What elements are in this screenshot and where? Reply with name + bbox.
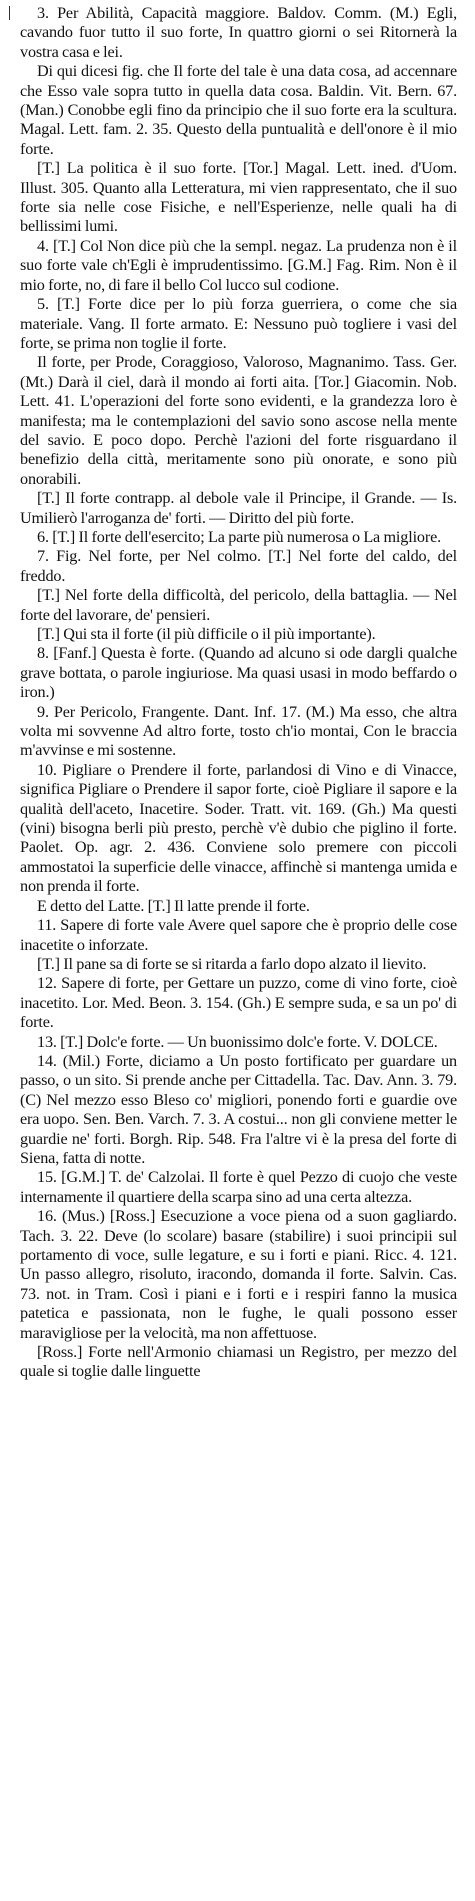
entry-paragraph: 6. [T.] Il forte dell'esercito; La parte più numerosa o La migliore. xyxy=(37,527,442,546)
entry-paragraph: [T.] Il pane sa di forte se si ritarda a farlo dopo alzato il lievito. xyxy=(37,954,427,973)
entry-paragraph: 14. (Mil.) Forte, diciamo a Un posto fortificato per guardare un passo, o un sito. Si prende anche per Cittadella. Tac. Dav. Ann. 3. 79. (C) Nel mezzo esso Bleso co' migliori, ponendo forti e guardie ove era uopo. Sen. Ben. Varch. 7. 3. A costui... non gli conviene metter le guardie ne' forti. Borgh. Rip. 548. Fra l'altre vi è la presa del forte di Siena, fatta di notte. xyxy=(20,1051,457,1167)
dictionary-entry-forte xyxy=(20,4,457,1382)
entry-paragraph: 8. [Fanf.] Questa è forte. (Quando ad alcuno si ode dargli qualche grave bottata, o parole ingiuriose. Ma quasi usasi in modo beffardo o iron.) xyxy=(20,644,457,702)
entry-paragraph: 9. Per Pericolo, Frangente. Dant. Inf. 17. (M.) Ma esso, che altra volta mi sovvenne Ad altro forte, tosto ch'io montai, Con le braccia m'avvinse e mi sostenne. xyxy=(20,702,457,760)
entry-paragraph: 16. (Mus.) [Ross.] Esecuzione a voce piena od a suon gagliardo. Tach. 3. 22. Deve (lo scolare) basare (stabilire) i suoi principii sul portamento di voce, sulle legature, e su i forti e piani. Ricc. 4. 121. Un passo allegro, risoluto, iracondo, domanda il forte. Salvin. Cas. 73. not. in Tram. Così i piani e i forti e i respiri fanno la musica patetica e passionata, non le fughe, le quali possono esser maravigliose per la velocità, ma non affettuose. xyxy=(20,1207,457,1342)
entry-paragraph: 13. [T.] Dolc'e forte. — Un buonissimo dolc'e forte. V. DOLCE. xyxy=(37,1032,438,1051)
entry-paragraph: 5. [T.] Forte dice per lo più forza guerriera, o come che sia materiale. Vang. Il forte armato. E: Nessuno può togliere i vasi del forte, se prima non toglie il forte. xyxy=(20,295,457,352)
entry-paragraph: 3. Per Abilità, Capacità maggiore. Baldov. Comm. (M.) Egli, cavando fuor tutto il suo forte, In quattro giorni o sei Ritornerà la vostra casa e lei. xyxy=(20,4,457,61)
entry-paragraph: [Ross.] Forte nell'Armonio chiamasi un Registro, per mezzo del quale si toglie dalle linguette xyxy=(20,1343,457,1381)
entry-paragraph: 4. [T.] Col Non dice più che la sempl. negaz. La prudenza non è il suo forte vale ch'Egli è imprudentissimo. [G.M.] Fag. Rim. Non è il mio forte, no, di fare il bello Col lucco sul codione. xyxy=(20,236,457,294)
entry-paragraph: [T.] Il forte contrapp. al debole vale il Principe, il Grande. — Is. Umilierò l'arroganza de' forti. — Diritto del più forte. xyxy=(20,489,457,527)
entry-paragraph: [T.] La politica è il suo forte. [Tor.] Magal. Lett. ined. d'Uom. Illust. 305. Quanto alla Letteratura, mi vien rappresentato, che il suo forte sia nelle cose Fisiche, e nell'Esperienze, nelle quali ha di bellissimi lumi. xyxy=(20,159,457,236)
entry-paragraph: 10. Pigliare o Prendere il forte, parlandosi di Vino e di Vinacce, significa Pigliare o Prendere il sapor forte, cioè Pigliare il sapore e la qualità dell'aceto, Inacetire. Soder. Tratt. vit. 169. (Gh.) Ma questi (vini) bisogna berli più presto, perchè v'è dubio che piglino il forte. Paolet. Op. agr. 2. 436. Conviene solo premere con piccoli ammostatoi la superficie delle vinacce, affinchè si mantenga umida e non prenda il forte. xyxy=(20,760,457,896)
entry-paragraph: E detto del Latte. [T.] Il latte prende il forte. xyxy=(37,896,310,915)
entry-paragraph: Il forte, per Prode, Coraggioso, Valoroso, Magnanimo. Tass. Ger. (Mt.) Darà il ciel, darà il mondo ai forti aita. [Tor.] Giacomin. Nob. Lett. 41. L'operazioni del forte sono evidenti, e la grandezza loro è manifesta; ma le contemplazioni del savio sono ascose nella mente del savio. E poco dopo. Perchè l'azioni del forte risguardano il benefizio della città, meritamente sono più onorate, e sono più onorabili. xyxy=(20,353,457,488)
entry-paragraph: 7. Fig. Nel forte, per Nel colmo. [T.] Nel forte del caldo, del freddo. xyxy=(20,547,457,585)
entry-paragraph: Di qui dicesi fig. che Il forte del tale è una data cosa, ad accennare che Esso vale sopra tutto in quella data cosa. Baldin. Vit. Bern. 67. (Man.) Conobbe egli fino da principio che il suo forte era la scultura. Magal. Lett. fam. 2. 35. Questo della puntualità e dell'onore è il mio forte. xyxy=(20,62,457,158)
entry-paragraph: 15. [G.M.] T. de' Calzolai. Il forte è quel Pezzo di cuojo che veste internamente il quartiere della scarpa sino ad una certa altezza. xyxy=(20,1168,457,1206)
entry-paragraph: 11. Sapere di forte vale Avere quel sapore che è proprio delle cose inacetite o inforzate. xyxy=(20,916,457,954)
entry-paragraph: [T.] Nel forte della difficoltà, del pericolo, della battaglia. — Nel forte del lavorare, de' pensieri. xyxy=(20,586,457,624)
entry-paragraph: [T.] Qui sta il forte (il più difficile o il più importante). xyxy=(37,625,376,643)
entry-paragraph: 12. Sapere di forte, per Gettare un puzzo, come di vino forte, cioè inacetito. Lor. Med. Beon. 3. 154. (Gh.) E sempre suda, e sa un po' di forte. xyxy=(20,974,457,1032)
margin-rule xyxy=(9,6,10,20)
